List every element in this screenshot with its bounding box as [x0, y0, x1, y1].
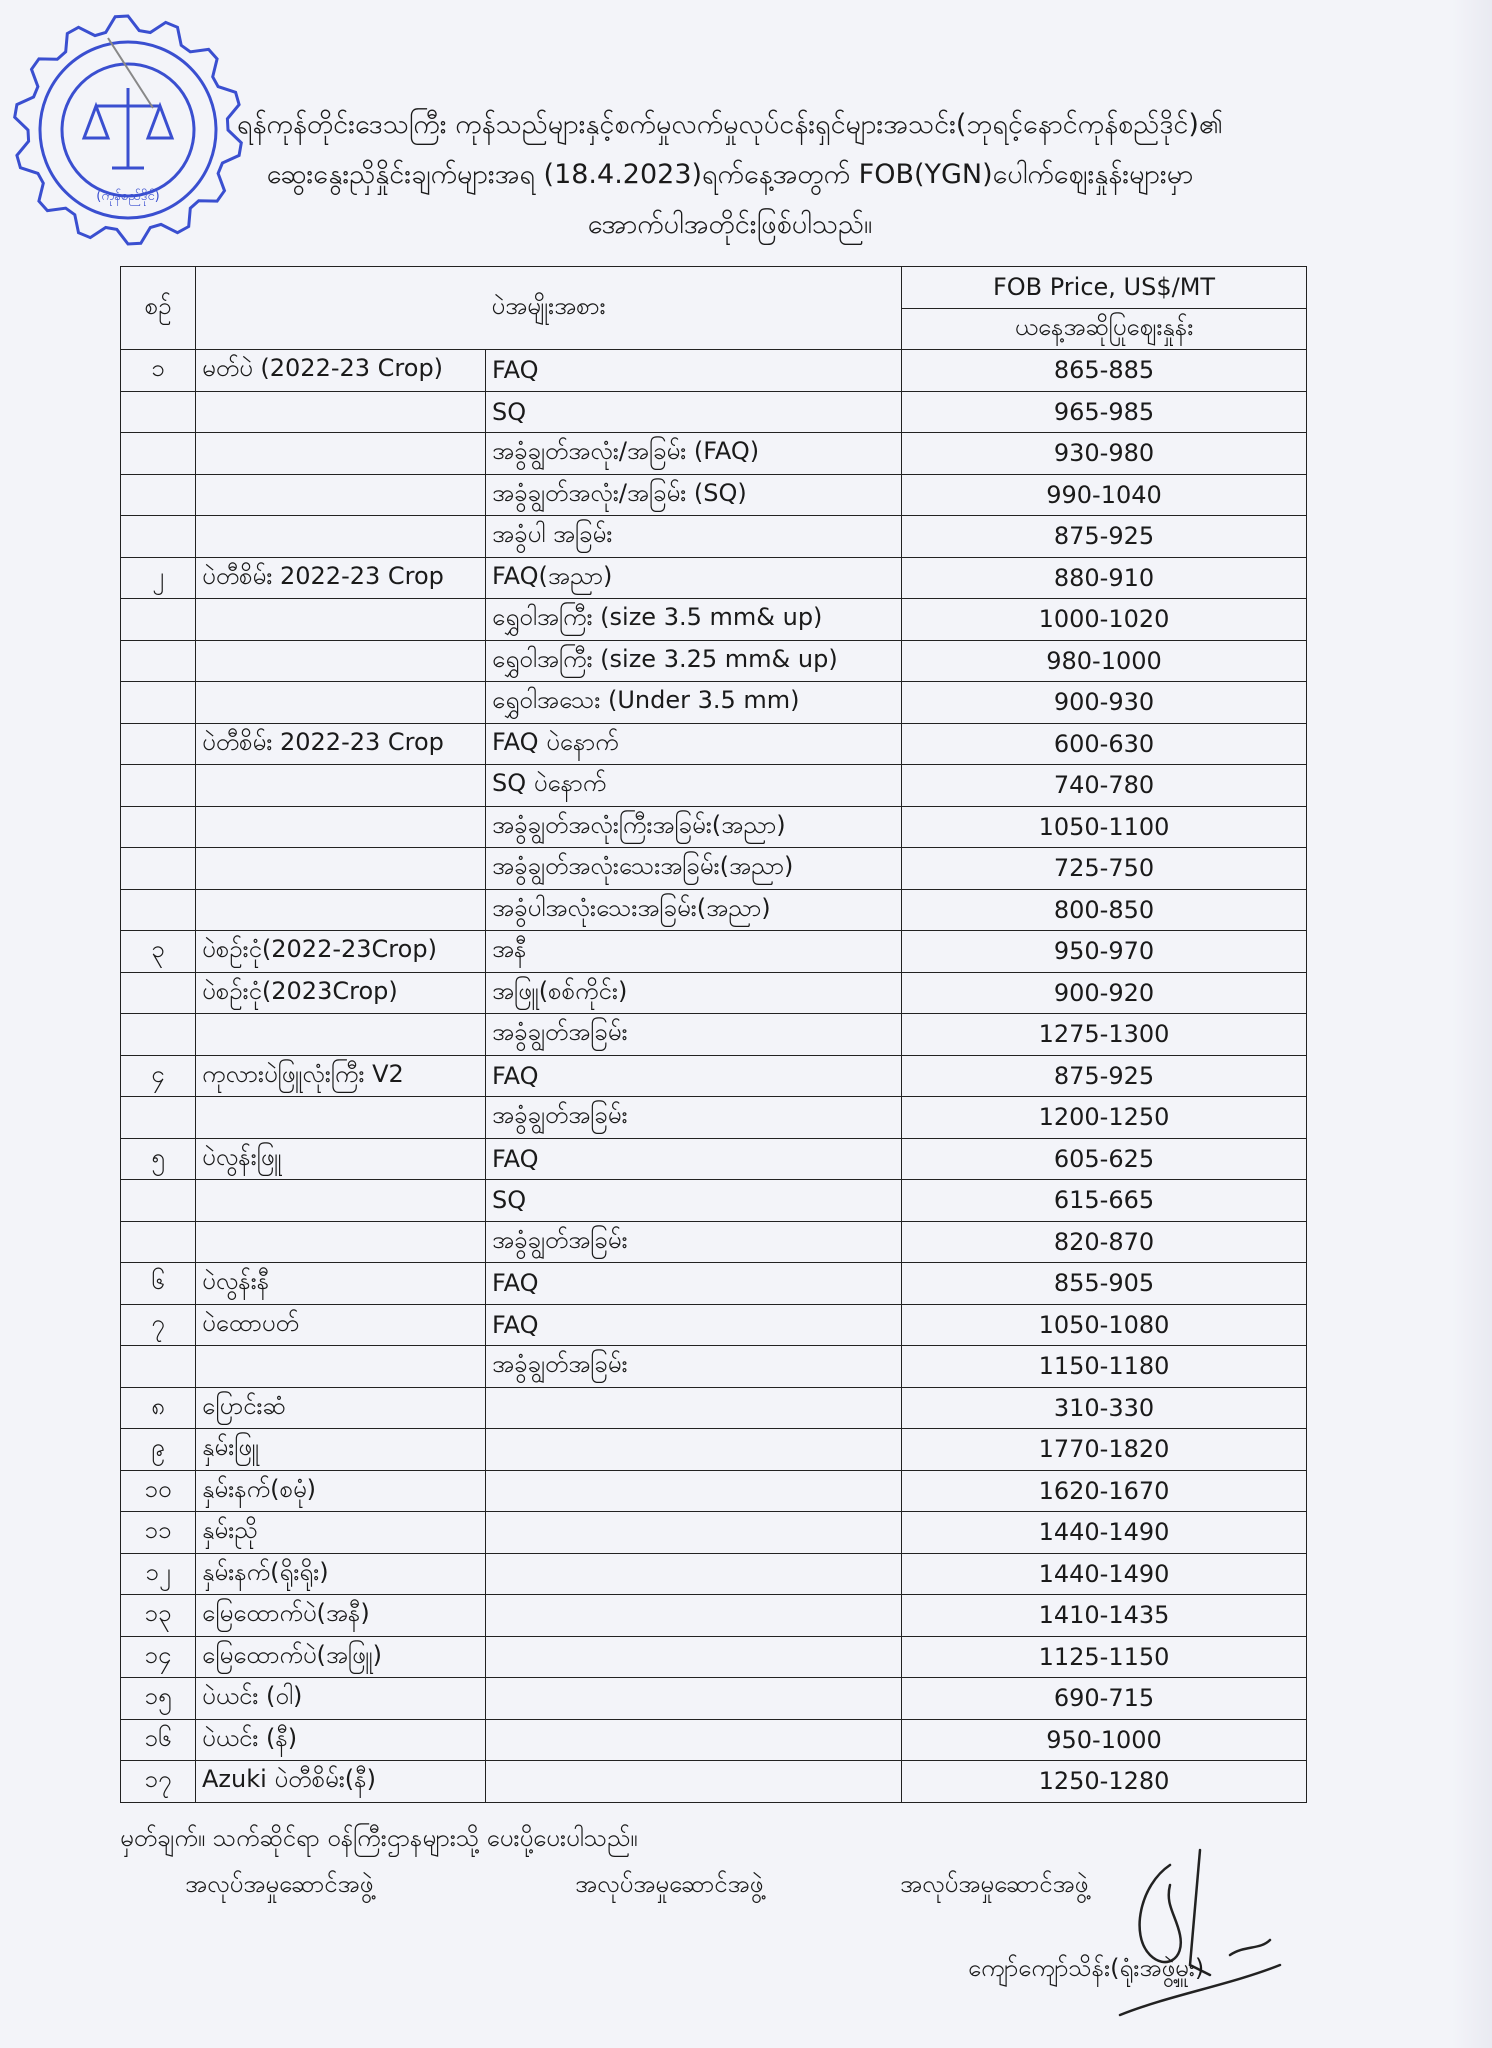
row-item-name: ပဲယင်း (နီ) [196, 1719, 486, 1761]
table-row [121, 1346, 1307, 1388]
row-number: ၁၁ [121, 1512, 196, 1554]
row-item-name: မြေထောက်ပဲ(အနီ) [196, 1595, 486, 1637]
row-price: 980-1000 [902, 640, 1307, 682]
row-number [121, 1014, 196, 1056]
table-row [121, 1761, 1307, 1803]
table-row [121, 1429, 1307, 1471]
row-item-name [196, 516, 486, 558]
table-row [121, 391, 1307, 433]
row-item-name [196, 806, 486, 848]
row-price: 615-665 [902, 1180, 1307, 1222]
table-row [121, 1595, 1307, 1637]
row-number [121, 723, 196, 765]
row-price: 855-905 [902, 1263, 1307, 1305]
row-item-name [196, 474, 486, 516]
row-number [121, 806, 196, 848]
header-line-3: အောက်ပါအတိုင်းဖြစ်ပါသည်။ [587, 209, 873, 240]
document-header [130, 100, 1330, 250]
row-item-name [196, 1346, 486, 1388]
table-row [121, 1387, 1307, 1429]
row-item-name [196, 1014, 486, 1056]
row-item-name: မတ်ပဲ (2022-23 Crop) [196, 350, 486, 392]
row-grade: SQ ပဲနောက် [486, 765, 902, 807]
row-item-name: နှမ်းညို [196, 1512, 486, 1554]
row-item-name: ပဲတီစိမ်း 2022-23 Crop [196, 557, 486, 599]
row-grade: ရွှေဝါအသေး (Under 3.5 mm) [486, 682, 902, 724]
row-price: 800-850 [902, 889, 1307, 931]
row-item-name [196, 848, 486, 890]
row-item-name [196, 889, 486, 931]
table-row [121, 765, 1307, 807]
row-price: 900-930 [902, 682, 1307, 724]
row-item-name: Azuki ပဲတီစိမ်း(နီ) [196, 1761, 486, 1803]
table-row [121, 516, 1307, 558]
row-grade [486, 1553, 902, 1595]
row-grade: အခွံချွတ်အခြမ်း [486, 1346, 902, 1388]
row-item-name: မြေထောက်ပဲ(အဖြူ) [196, 1636, 486, 1678]
row-number: ၄ [121, 1055, 196, 1097]
row-number [121, 516, 196, 558]
row-price: 875-925 [902, 516, 1307, 558]
row-price: 990-1040 [902, 474, 1307, 516]
committee-label-1: အလုပ်အမှုဆောင်အဖွဲ့ [185, 1870, 374, 1898]
table-row [121, 1719, 1307, 1761]
row-price: 725-750 [902, 848, 1307, 890]
row-price: 1440-1490 [902, 1512, 1307, 1554]
row-grade: အခွံချွတ်အခြမ်း [486, 1097, 902, 1139]
row-number: ၃ [121, 931, 196, 973]
row-price: 865-885 [902, 350, 1307, 392]
row-grade [486, 1512, 902, 1554]
row-item-name [196, 433, 486, 475]
table-row [121, 1014, 1307, 1056]
row-item-name [196, 765, 486, 807]
row-item-name: ပဲတီစိမ်း 2022-23 Crop [196, 723, 486, 765]
row-grade: အနီ [486, 931, 902, 973]
row-price: 1050-1100 [902, 806, 1307, 848]
row-price: 900-920 [902, 972, 1307, 1014]
row-item-name: နှမ်းနက်(ရိုးရိုး) [196, 1553, 486, 1595]
row-grade: အခွံချွတ်အခြမ်း [486, 1221, 902, 1263]
row-price: 1275-1300 [902, 1014, 1307, 1056]
row-item-name [196, 599, 486, 641]
row-number [121, 1221, 196, 1263]
row-grade: FAQ [486, 1263, 902, 1305]
row-price: 1250-1280 [902, 1761, 1307, 1803]
row-grade [486, 1429, 902, 1471]
row-item-name [196, 1221, 486, 1263]
row-number: ၁၂ [121, 1553, 196, 1595]
row-item-name: ပဲထောပတ် [196, 1304, 486, 1346]
table-row [121, 350, 1307, 392]
row-price: 310-330 [902, 1387, 1307, 1429]
seal-bottom-text: (ကုန်စည်ဒိုင်) [96, 189, 160, 204]
row-number [121, 599, 196, 641]
table-row [121, 1055, 1307, 1097]
row-price: 1050-1080 [902, 1304, 1307, 1346]
row-grade: ရွှေဝါအကြီး (size 3.25 mm& up) [486, 640, 902, 682]
row-price: 1440-1490 [902, 1553, 1307, 1595]
row-grade: SQ [486, 1180, 902, 1222]
row-price: 1125-1150 [902, 1636, 1307, 1678]
row-item-name: နှမ်းနက်(စမုံ) [196, 1470, 486, 1512]
row-number [121, 1097, 196, 1139]
row-item-name: ကုလားပဲဖြူလုံးကြီး V2 [196, 1055, 486, 1097]
row-number: ၁၃ [121, 1595, 196, 1637]
table-row [121, 1263, 1307, 1305]
row-item-name: ပဲယင်း (ဝါ) [196, 1678, 486, 1720]
row-number [121, 1180, 196, 1222]
table-row [121, 1512, 1307, 1554]
row-item-name: နှမ်းဖြူ [196, 1429, 486, 1471]
row-grade: FAQ(အညာ) [486, 557, 902, 599]
table-row [121, 1221, 1307, 1263]
row-number: ၈ [121, 1387, 196, 1429]
row-number: ၅ [121, 1138, 196, 1180]
table-row [121, 1678, 1307, 1720]
row-grade: အခွံချွတ်အလုံး/အခြမ်း (SQ) [486, 474, 902, 516]
row-grade: FAQ [486, 1138, 902, 1180]
row-item-name [196, 1097, 486, 1139]
table-row [121, 1138, 1307, 1180]
scan-edge [1452, 0, 1492, 2048]
row-number [121, 765, 196, 807]
row-item-name: ပဲစဉ်းငုံ(2022-23Crop) [196, 931, 486, 973]
price-table-body [121, 350, 1307, 1803]
table-row [121, 640, 1307, 682]
row-number [121, 433, 196, 475]
row-number: ၇ [121, 1304, 196, 1346]
row-price: 1770-1820 [902, 1429, 1307, 1471]
row-number: ၁၇ [121, 1761, 196, 1803]
table-row [121, 599, 1307, 641]
row-grade: အခွံပါ အခြမ်း [486, 516, 902, 558]
row-price: 1620-1670 [902, 1470, 1307, 1512]
table-row [121, 1180, 1307, 1222]
row-grade: FAQ ပဲနောက် [486, 723, 902, 765]
row-number [121, 1346, 196, 1388]
row-price: 690-715 [902, 1678, 1307, 1720]
committee-label-2: အလုပ်အမှုဆောင်အဖွဲ့ [575, 1870, 764, 1898]
table-row [121, 1636, 1307, 1678]
row-number: ၁၀ [121, 1470, 196, 1512]
table-row [121, 1553, 1307, 1595]
table-row [121, 1304, 1307, 1346]
header-line-2: ဆွေးနွေးညှိနှိုင်းချက်များအရ (18.4.2023)ရက်နေ့အတွက် FOB(YGN)ပေါက်ဈေးနှုန်းများမှာ [266, 159, 1194, 190]
row-number: ၁၅ [121, 1678, 196, 1720]
row-grade: FAQ [486, 1055, 902, 1097]
row-grade: အခွံချွတ်အလုံး/အခြမ်း (FAQ) [486, 433, 902, 475]
row-item-name [196, 1180, 486, 1222]
footer-note: မှတ်ချက်။ သက်ဆိုင်ရာ ဝန်ကြီးဌာနများသို့ ပေးပို့ပေးပါသည်။ [120, 1824, 638, 1852]
row-price: 965-985 [902, 391, 1307, 433]
col-header-price-sub: ယနေ့အဆိုပြုဈေးနှုန်း [902, 308, 1307, 350]
row-price: 1000-1020 [902, 599, 1307, 641]
row-item-name [196, 640, 486, 682]
col-header-item: ပဲအမျိုးအစား [196, 267, 902, 350]
row-item-name: ပဲလွန်းဖြူ [196, 1138, 486, 1180]
row-price: 1410-1435 [902, 1595, 1307, 1637]
row-grade: အခွံပါအလုံးသေးအခြမ်း(အညာ) [486, 889, 902, 931]
row-grade: အခွံချွတ်အခြမ်း [486, 1014, 902, 1056]
row-item-name: ပြောင်းဆံ [196, 1387, 486, 1429]
table-row [121, 723, 1307, 765]
row-number: ၁၄ [121, 1636, 196, 1678]
row-item-name [196, 391, 486, 433]
row-number [121, 474, 196, 516]
row-item-name [196, 682, 486, 724]
committee-label-3: အလုပ်အမှုဆောင်အဖွဲ့ [900, 1870, 1089, 1898]
row-item-name: ပဲစဉ်းငုံ(2023Crop) [196, 972, 486, 1014]
row-number: ၉ [121, 1429, 196, 1471]
table-row [121, 806, 1307, 848]
table-row [121, 889, 1307, 931]
row-price: 600-630 [902, 723, 1307, 765]
row-grade: FAQ [486, 1304, 902, 1346]
table-row [121, 931, 1307, 973]
row-grade [486, 1470, 902, 1512]
row-price: 930-980 [902, 433, 1307, 475]
row-grade [486, 1761, 902, 1803]
row-grade: အခွံချွတ်အလုံးသေးအခြမ်း(အညာ) [486, 848, 902, 890]
handwritten-signature [1110, 1845, 1290, 2035]
row-grade [486, 1595, 902, 1637]
row-number [121, 848, 196, 890]
table-row [121, 1097, 1307, 1139]
table-row [121, 848, 1307, 890]
row-price: 1150-1180 [902, 1346, 1307, 1388]
row-price: 950-1000 [902, 1719, 1307, 1761]
signer-name: ကျော်ကျော်သိန်း(ရုံးအဖွဲ့မှူး) [968, 1954, 1205, 1982]
row-number: ၁ [121, 350, 196, 392]
row-number [121, 640, 196, 682]
table-row [121, 972, 1307, 1014]
header-line-1: ရန်ကုန်တိုင်းဒေသကြီး ကုန်သည်များနှင့်စက်မှုလက်မှုလုပ်ငန်းရှင်များအသင်း(ဘုရင့်နောင်ကုန်စည်ဒိုင်)၏ [237, 109, 1223, 140]
row-price: 820-870 [902, 1221, 1307, 1263]
row-number: ၁၆ [121, 1719, 196, 1761]
table-row [121, 682, 1307, 724]
row-number [121, 391, 196, 433]
row-grade [486, 1678, 902, 1720]
row-price: 880-910 [902, 557, 1307, 599]
table-row [121, 474, 1307, 516]
row-price: 875-925 [902, 1055, 1307, 1097]
row-grade [486, 1387, 902, 1429]
row-price: 740-780 [902, 765, 1307, 807]
row-grade: SQ [486, 391, 902, 433]
row-price: 605-625 [902, 1138, 1307, 1180]
row-grade [486, 1636, 902, 1678]
row-item-name: ပဲလွန်းနီ [196, 1263, 486, 1305]
row-grade: FAQ [486, 350, 902, 392]
row-number [121, 682, 196, 724]
row-grade [486, 1719, 902, 1761]
col-header-no: စဉ် [121, 267, 196, 350]
table-row [121, 557, 1307, 599]
price-table [120, 266, 1307, 1803]
row-grade: အခွံချွတ်အလုံးကြီးအခြမ်း(အညာ) [486, 806, 902, 848]
row-grade: အဖြူ(စစ်ကိုင်း) [486, 972, 902, 1014]
table-row [121, 433, 1307, 475]
col-header-price: FOB Price, US$/MT [902, 267, 1307, 309]
row-price: 1200-1250 [902, 1097, 1307, 1139]
row-number [121, 972, 196, 1014]
row-number: ၂ [121, 557, 196, 599]
table-row [121, 1470, 1307, 1512]
row-price: 950-970 [902, 931, 1307, 973]
row-grade: ရွှေဝါအကြီး (size 3.5 mm& up) [486, 599, 902, 641]
row-number [121, 889, 196, 931]
row-number: ၆ [121, 1263, 196, 1305]
